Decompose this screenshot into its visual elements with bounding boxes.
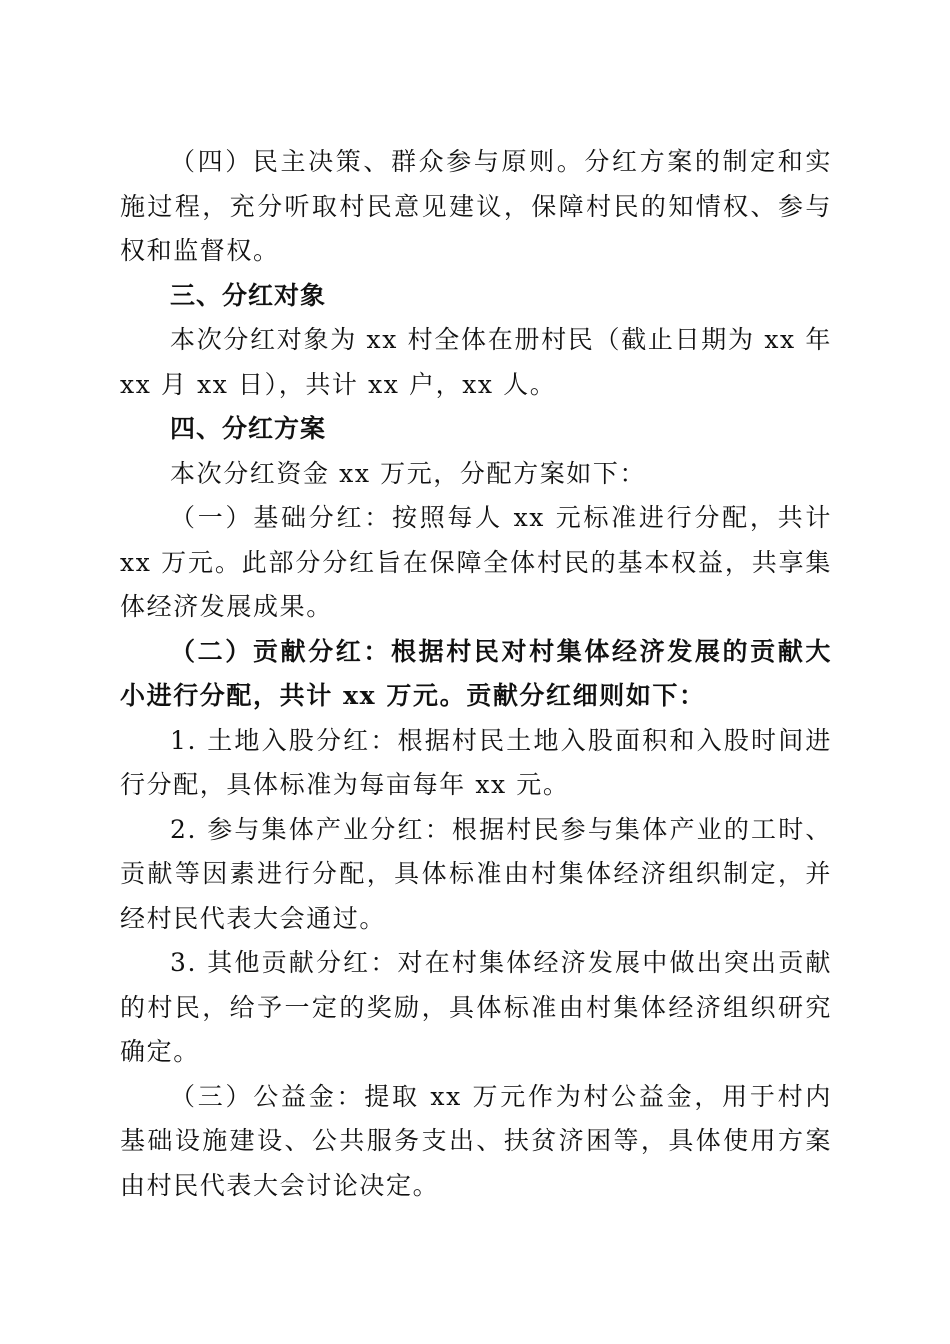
dividend-recipients-paragraph: 本次分红对象为 xx 村全体在册村民（截止日期为 xx 年 xx 月 xx 日），共计 xx 户，xx 人。 [120, 325, 832, 399]
section-three-heading: 三、分红对象 [170, 280, 327, 310]
industry-participation-dividend-paragraph: 2. 参与集体产业分红：根据村民参与集体产业的工时、贡献等因素进行分配，具体标准由村集体经济组织制定，并经村民代表大会通过。 [120, 814, 832, 933]
dividend-funds-paragraph: 本次分红资金 xx 万元，分配方案如下： [170, 458, 647, 488]
land-share-dividend-paragraph: 1. 土地入股分红：根据村民土地入股面积和入股时间进行分配，具体标准为每亩每年 xx 元。 [120, 725, 832, 799]
principle-four-paragraph: （四）民主决策、群众参与原则。分红方案的制定和实施过程，充分听取村民意见建议，保障村民的知情权、参与权和监督权。 [120, 147, 832, 265]
basic-dividend-paragraph: （一）基础分红：按照每人 xx 元标准进行分配，共计 xx 万元。此部分分红旨在保障全体村民的基本权益，共享集体经济发展成果。 [120, 503, 832, 621]
section-four-heading: 四、分红方案 [170, 414, 327, 443]
document-page [120, 140, 832, 1208]
public-welfare-fund-paragraph: （三）公益金：提取 xx 万元作为村公益金，用于村内基础设施建设、公共服务支出、扶贫济困等，具体使用方案由村民代表大会讨论决定。 [120, 1081, 832, 1200]
contribution-dividend-paragraph: （二）贡献分红：根据村民对村集体经济发展的贡献大小进行分配，共计 xx 万元。贡献分红细则如下： [120, 636, 832, 710]
other-contribution-dividend-paragraph: 3. 其他贡献分红：对在村集体经济发展中做出突出贡献的村民，给予一定的奖励，具体标准由村集体经济组织研究确定。 [120, 948, 832, 1066]
